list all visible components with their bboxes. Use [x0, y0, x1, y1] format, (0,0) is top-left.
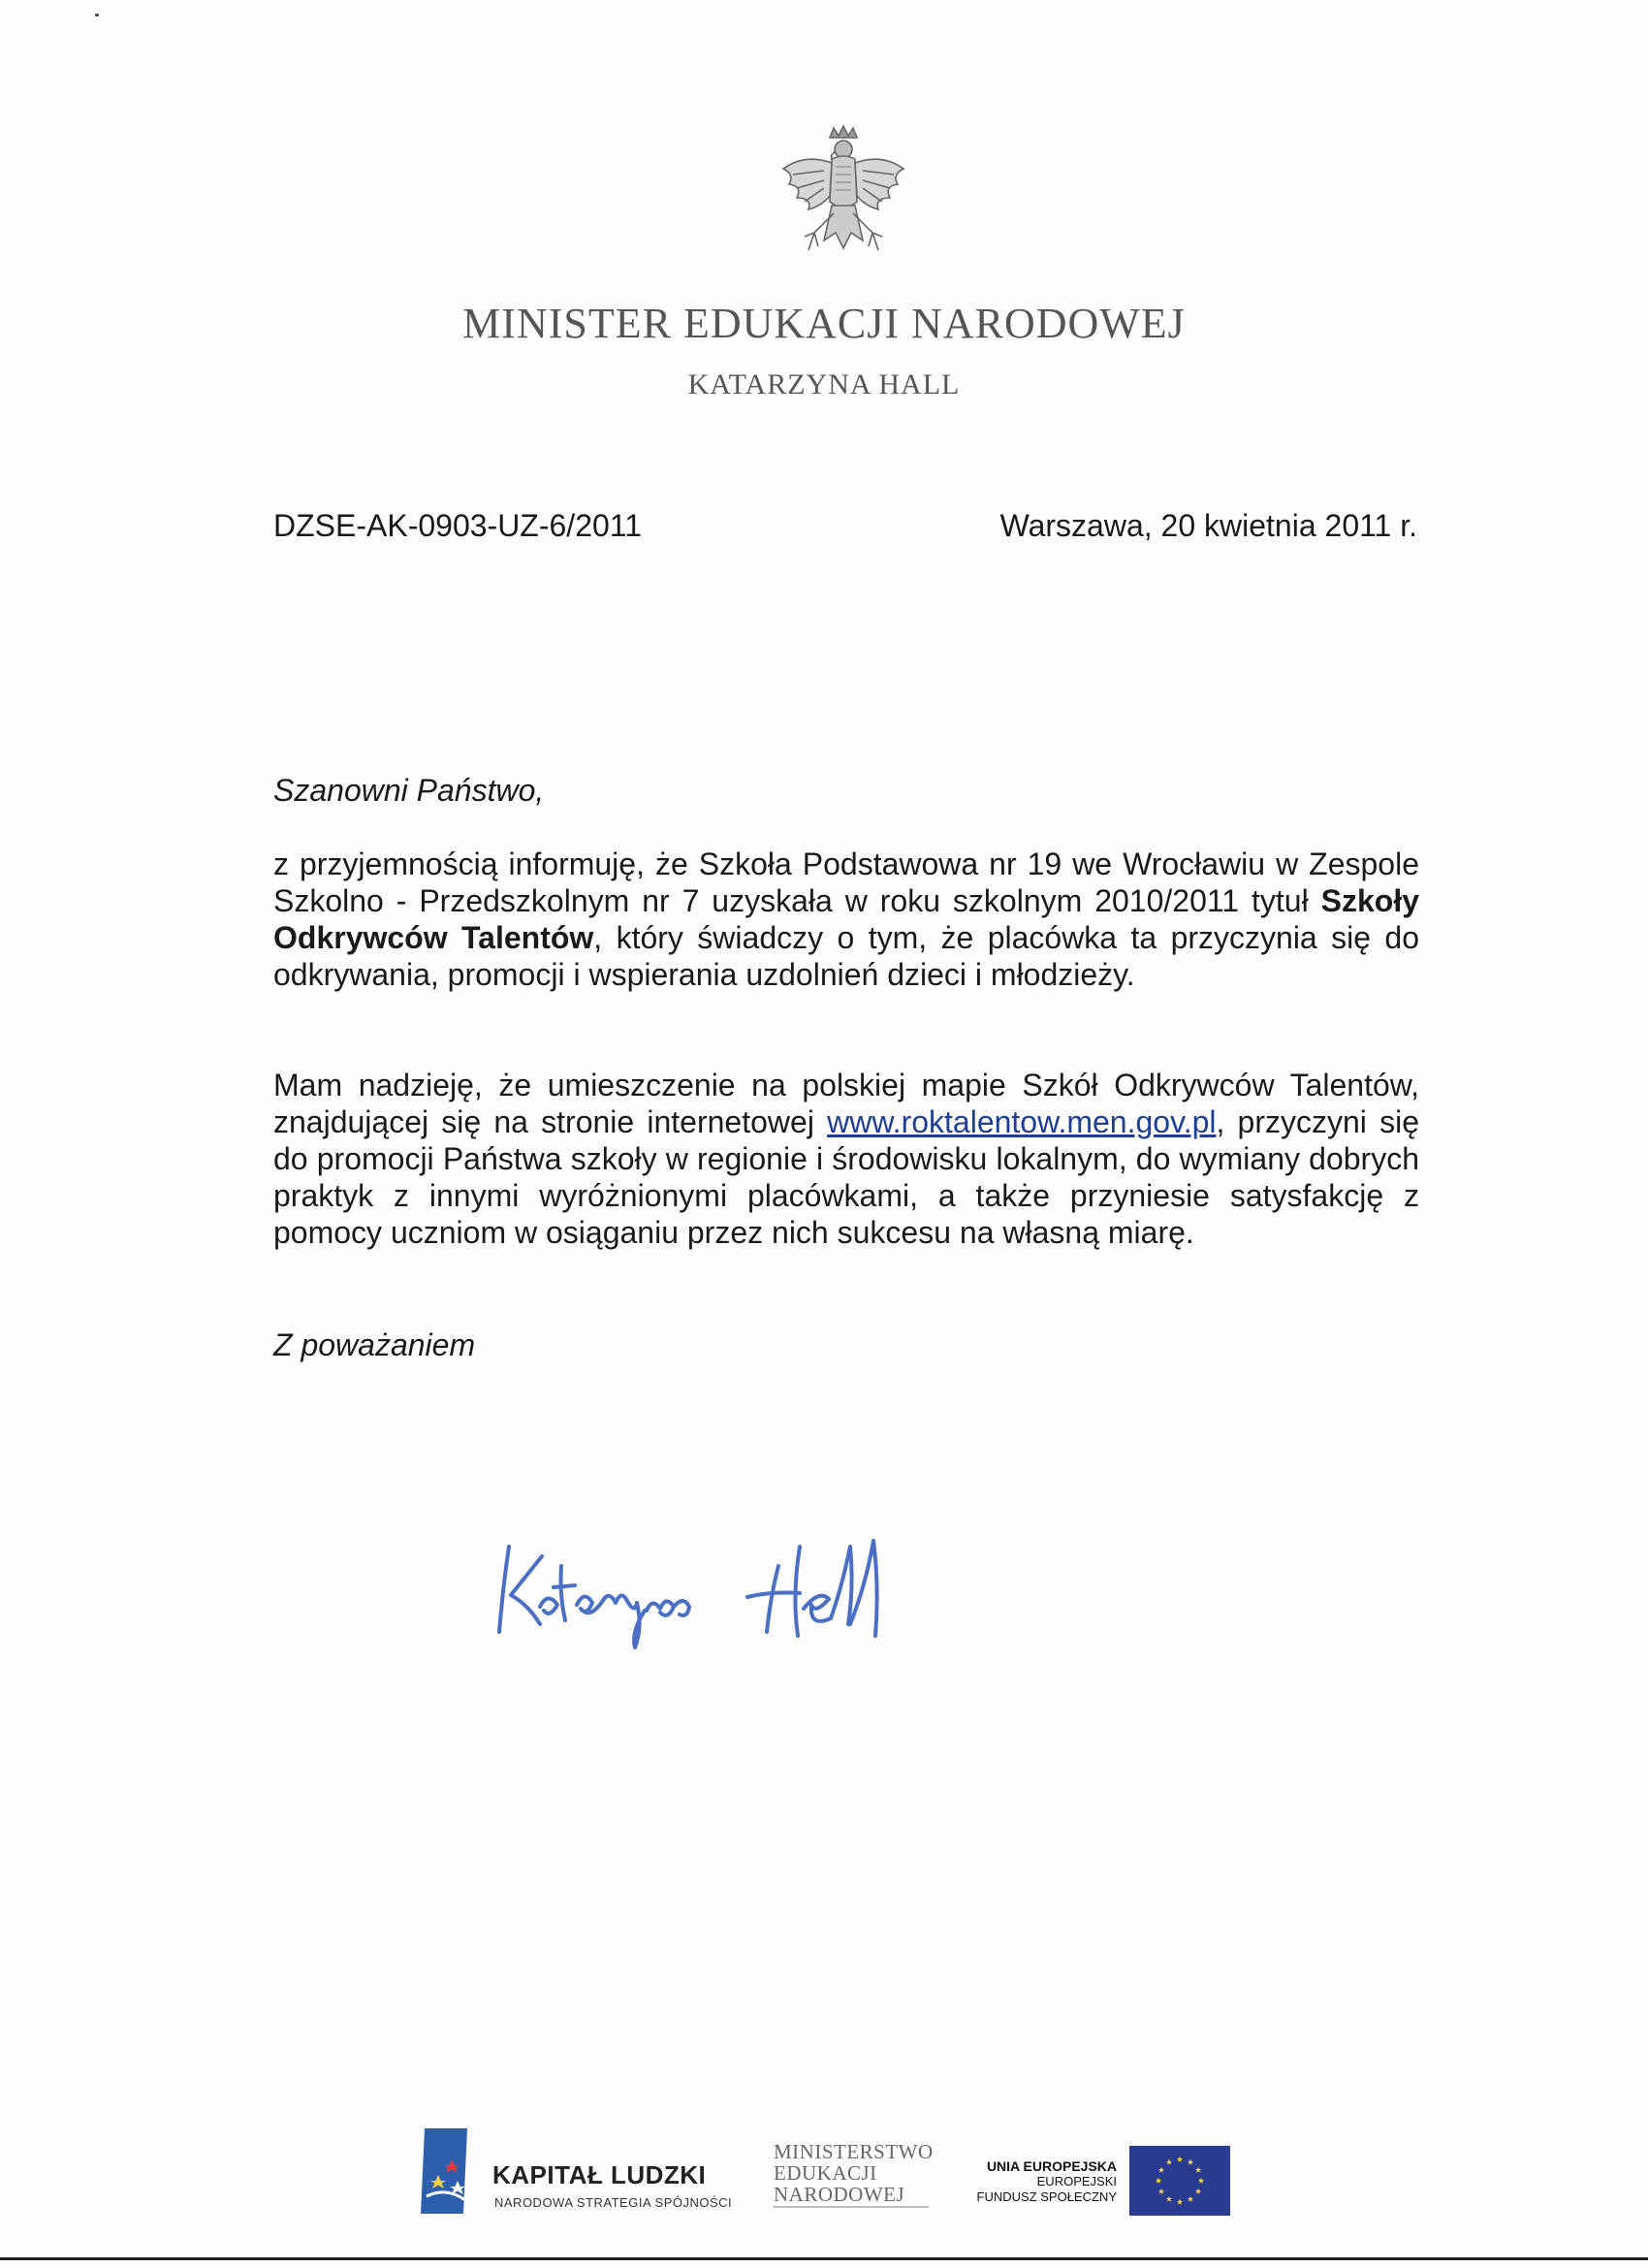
- award-title: Szkoły Odkrywców Talentów: [273, 883, 1419, 955]
- ministry-footer-logo: [774, 2141, 934, 2205]
- paragraph-1: [273, 846, 1419, 993]
- eu-line-3: FUNDUSZ SPOŁECZNY: [976, 2189, 1117, 2204]
- ministry-line-1: MINISTERSTWO: [774, 2140, 934, 2163]
- eu-footer-text: [977, 2158, 1117, 2205]
- kapital-ludzki-title: KAPITAŁ LUDZKI: [492, 2160, 707, 2189]
- place-date: Warszawa, 20 kwietnia 2011 r.: [999, 508, 1417, 543]
- scan-edge-line: [0, 2257, 1648, 2260]
- eu-line-2: EUROPEJSKI: [1036, 2174, 1117, 2188]
- paragraph-1-end: , który świadczy o tym, że placówka ta przyczynia się do odkrywania, promocji i wspierania uzdolnień dzieci i młodzieży.: [273, 920, 1420, 992]
- kapital-ludzki-logo-icon: [417, 2128, 475, 2214]
- salutation: Szanowni Państwo,: [273, 773, 545, 808]
- kapital-ludzki-subtitle: NARODOWA STRATEGIA SPÓJNOŚCI: [494, 2195, 733, 2210]
- ministry-line-3: NARODOWEJ: [774, 2183, 905, 2206]
- eagle-emblem-icon: [776, 124, 911, 279]
- ministry-underline: [774, 2206, 929, 2208]
- paragraph-2-end: , przyczyni się do promocji Państwa szkoły w regionie i środowisku lokalnym, do wymiany dobrych praktyk z innymi wyróżnionymi placówkami, a także przyniesie satysfakcję z pomocy uczniom w osiąganiu przez nich sukcesu na własną miarę.: [273, 1104, 1420, 1250]
- eu-line-1: UNIA EUROPEJSKA: [986, 2158, 1117, 2174]
- handwritten-signature: [490, 1527, 994, 1653]
- website-link[interactable]: www.roktalentow.men.gov.pl: [827, 1104, 1217, 1139]
- office-title: MINISTER EDUKACJI NARODOWEJ: [462, 300, 1186, 347]
- ministry-line-2: EDUKACJI: [774, 2161, 877, 2185]
- reference-number: DZSE-AK-0903-UZ-6/2011: [273, 508, 642, 543]
- closing: Z poważaniem: [273, 1327, 476, 1362]
- paragraph-2: [273, 1067, 1419, 1251]
- paragraph-1-start: z przyjemnością informuję, że Szkoła Podstawowa nr 19 we Wrocławiu w Zespole Szkolno - Przedszkolnym nr 7 uzyskała w roku szkolnym 2010/2011 tytuł: [273, 847, 1419, 918]
- minister-name: KATARZYNA HALL: [687, 368, 961, 400]
- scan-speck: [95, 14, 99, 16]
- eu-flag-icon: [1129, 2146, 1230, 2216]
- paragraph-2-start: Mam nadzieję, że umieszczenie na polskiej mapie Szkół Odkrywców Talentów, znajdującej się na stronie internetowej: [273, 1068, 1419, 1139]
